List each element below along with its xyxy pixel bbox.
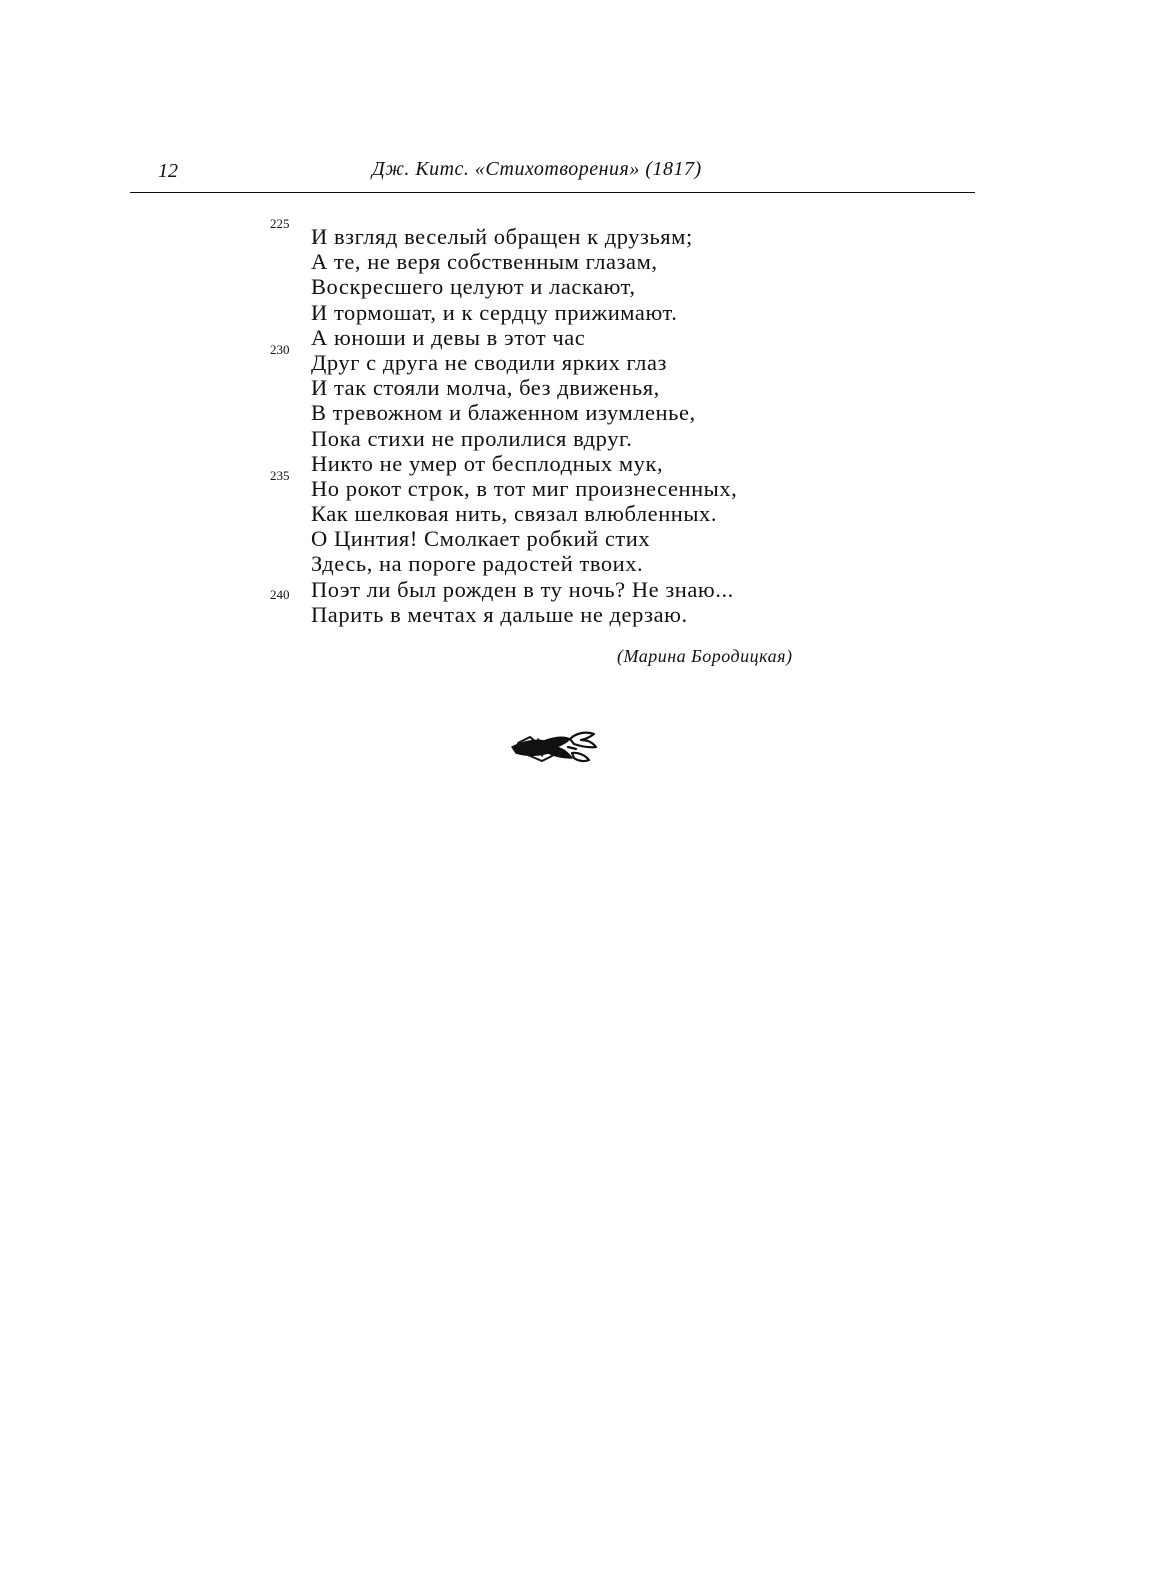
bird-vignette-icon — [508, 725, 604, 769]
header-rule — [130, 192, 975, 193]
line-text: Поэт ли был рожден в ту ночь? Не знаю... — [311, 576, 734, 602]
verse-line — [270, 526, 870, 551]
page-number: 12 — [158, 160, 178, 182]
running-title: Дж. Китс. «Стихотворения» (1817) — [372, 158, 702, 180]
line-text: Здесь, на пороге радостей твоих. — [311, 551, 644, 577]
line-number: 240 — [270, 586, 290, 602]
verse-line — [270, 577, 870, 602]
verse-line — [270, 551, 870, 576]
verse-line — [270, 426, 870, 451]
verse-line — [270, 375, 870, 400]
verse-line — [270, 400, 870, 425]
line-text: И тормошат, и к сердцу прижимают. — [311, 299, 678, 325]
line-text: Парить в мечтах я дальше не дерзаю. — [311, 601, 688, 627]
verse-line — [270, 467, 870, 501]
line-number: 235 — [270, 467, 290, 483]
line-text: Но рокот строк, в тот миг произнесенных, — [311, 475, 738, 501]
verse-line — [270, 341, 870, 375]
running-head — [130, 158, 975, 190]
verse-line — [270, 249, 870, 274]
line-text: Как шелковая нить, связал влюбленных. — [311, 501, 718, 527]
line-text: И так стояли молча, без движенья, — [311, 375, 660, 401]
verse-line — [270, 274, 870, 299]
line-number: 225 — [270, 216, 290, 231]
verse-line — [270, 300, 870, 325]
line-text: И взгляд веселый обращен к друзьям; — [311, 224, 693, 249]
verse-line — [270, 216, 870, 249]
line-text: А юноши и девы в этот час — [311, 324, 586, 350]
line-text: Пока стихи не пролилися вдруг. — [311, 425, 633, 451]
verse-line — [270, 325, 870, 350]
poem — [270, 216, 870, 627]
verse-line — [270, 451, 870, 476]
line-text: О Цинтия! Смолкает робкий стих — [311, 526, 651, 552]
line-number: 230 — [270, 341, 290, 357]
line-text: В тревожном и блаженном изумленье, — [311, 400, 696, 426]
line-text: Воскресшего целуют и ласкают, — [311, 274, 636, 300]
line-text: Никто не умер от бесплодных мук, — [311, 450, 664, 476]
line-text: А те, не веря собственным глазам, — [311, 249, 658, 275]
translator-credit: (Марина Бородицкая) — [617, 646, 793, 666]
line-text: Друг с друга не сводили ярких глаз — [311, 349, 667, 375]
verse-line — [270, 501, 870, 526]
verse-line — [270, 602, 870, 627]
